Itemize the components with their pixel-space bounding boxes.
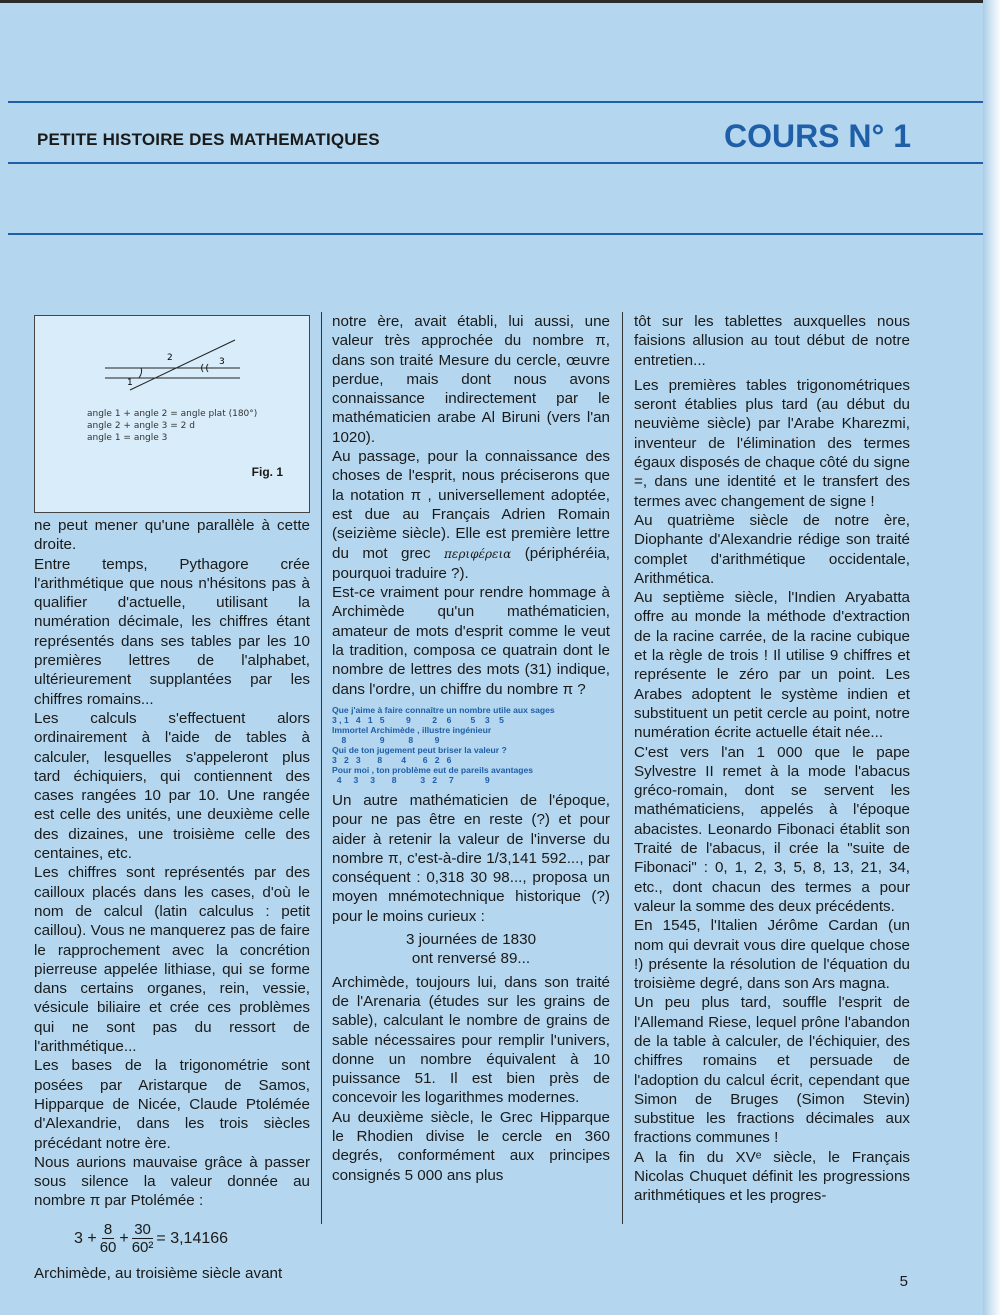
column-divider [321,312,322,1224]
angle-label-2: 2 [167,353,173,363]
paragraph: En 1545, l'Italien Jérôme Cardan (un nom qui devrait vous dire quelque chose !) présente la résolution de l'équation du troisième degré, dans son Ars magna. [634,917,910,993]
paragraph: Est-ce vraiment pour rendre hommage à Archimède qu'un mathématicien, amateur de mots d'esprit comme le veut la tradition, composa ce quatrain dont le nombre de lettres des mots (31) indique, dans l'ordre, un chiffre du nombre π ? [332,584,610,698]
paragraph: Archimède, au troisième siècle avant [34,1264,283,1282]
pi-poem [332,705,610,785]
formula-lead: 3 + [74,1229,97,1247]
caption-line: angle 1 + angle 2 = angle plat (180°) [87,409,258,419]
header-rule-bottom [8,162,983,164]
ptolemy-formula [74,1221,310,1256]
header-title: PETITE HISTOIRE DES MATHEMATIQUES [37,130,380,149]
parallel-lines-diagram [35,316,311,406]
angle-label-3: 3 [219,357,225,367]
paragraph: Les chiffres sont représentés par des cailloux placés dans les cases, d'où le nom de calcul (latin calculus : petit caillou). Vous ne manquerez pas de faire le rapprochement avec la concrétion pierreuse appelée lithiase, qui se forme dans certains organes, rein, vessie, vésicule biliaire et crée ces problèmes qui ne sont pas du ressort de l'arithmétique... [34,864,310,1056]
caption-line: angle 2 + angle 3 = 2 d [87,421,195,431]
paragraph: ne peut mener qu'une parallèle à cette droite. [34,517,310,554]
poem-line: Que j'aime à faire connaître un nombre utile aux sages [332,704,555,715]
figure-1 [34,315,310,513]
paragraph: Un autre mathématicien de l'époque, pour ne pas être en reste (?) et pour aider à retenir la valeur de l'inverse du nombre π, c'est-à-dire 1/3,141 592..., par conséquent : 0,318 30 98..., proposa un moyen mnémotechnique historique (?) pour le moins curieux : [332,791,610,925]
paragraph: C'est vers l'an 1 000 que le pape Sylvestre II remet à la mode l'abacus gréco-romain, dont se servent les mathématiciens, appelés à l'époque abacistes. Leonardo Fibonaci établit son Traité de l'abacus, il crée la "suite de Fibonaci" : 0, 1, 2, 3, 5, 8, 13, 21, 34, etc., dont chacun des termes a pour valeur la somme des deux précédents. [634,743,910,915]
paragraph: Les premières tables trigonométriques seront établies plus tard (au début du neuvième siècle) par l'Arabe Kharezmi, inventeur de l'élimination des termes égaux disposés de chaque côté du signe =, dans une identité et le transfert des termes avec changement de signe ! [634,376,910,510]
text: Au passage, pour la connaissance des choses de l'esprit, nous préciserons que la notation π , universellement adoptée, est due au Français Adrien Romain (seizième siècle). Elle est première lettre du mot grec [332,448,610,562]
text: (périphéréia, pourquoi traduire ?). [332,544,610,582]
numerator: 30 [134,1220,151,1238]
poem-line: Immortel Archimède , illustre ingénieur [332,724,492,735]
mnemonic [332,930,610,969]
formula-plus: + [119,1229,129,1247]
mnemonic-line: ont renversé 89... [411,950,531,968]
formula-result: = 3,14166 [156,1229,229,1247]
paragraph: Nous aurions mauvaise grâce à passer sous silence la valeur donnée au nombre π par Ptolémée : [34,1153,310,1210]
paragraph: A la fin du XVᵉ siècle, le Français Nicolas Chuquet définit les progressions arithmétiques et les progres- [634,1148,910,1205]
paragraph: Les calculs s'effectuent alors ordinairement à l'aide de tables à calculer, lesquelles s'appeleront plus tard échiquiers, qui contiennent des cases rangées 10 par 10. Une rangée est celle des unités, une deuxième celle des dizaines, une troisième celle des centaines, etc. [34,709,310,863]
paragraph: Un peu plus tard, souffle l'esprit de l'Allemand Riese, lequel prône l'abandon de la table à calculer, de l'échiquier, des chiffres romains et persuade de l'adoption du calcul écrit, cependant que Simon de Bruges (Simon Stevin) substitue les fractions décimales aux fractions communes ! [634,994,910,1147]
column-divider [622,312,623,1224]
paragraph: tôt sur les tablettes auxquelles nous faisions allusion au tout début de notre entretien... [634,313,910,369]
poem-digits: 8 9 8 9 [332,734,440,745]
poem-digits: 4 3 3 8 3 2 7 9 [332,774,490,785]
figure-caption [87,408,257,444]
poem-digits: 3 , 1 4 1 5 9 2 6 5 3 5 [332,714,504,725]
paragraph: Au deuxième siècle, le Grec Hipparque le Rhodien divise le cercle en 360 degrés, conformément aux principes consignés 5 000 ans plus [332,1108,610,1184]
paragraph: Archimède, toujours lui, dans son traité de l'Arenaria (études sur les grains de sable), calculant le nombre de grains de sable nécessaires pour remplir l'univers, donne un nombre équivalent à 10 puissance 51. Il est bien près de concevoir les logarithmes modernes. [332,973,610,1107]
denominator: 60² [131,1238,154,1256]
course-number: COURS N° 1 [723,118,911,154]
column-3 [634,312,910,1206]
poem-line: Pour moi , ton problème eut de pareils avantages [332,764,534,775]
fraction-2 [132,1221,154,1256]
mnemonic-line: 3 journées de 1830 [405,931,537,949]
figure-label: Fig. 1 [251,465,283,479]
poem-line: Qui de ton jugement peut briser la valeur ? [332,744,507,755]
column-2 [332,312,610,1185]
numerator: 8 [103,1220,113,1238]
fraction-1 [100,1221,117,1256]
paragraph: Au quatrième siècle de notre ère, Diophante d'Alexandrie rédige son traité complet d'arithmétique occidentale, Arithmética. [634,511,910,587]
header-rule-top [8,101,983,103]
page-number: 5 [899,1273,908,1290]
paragraph [332,447,610,583]
paragraph: Entre temps, Pythagore crée l'arithmétique que nous n'hésitons pas à qualifier d'actuelle, utilisant la numération décimale, les chiffres étant représentés dans ses tables par les 10 premières lettres de l'alphabet, ultérieurement supplantées par les chiffres romains... [34,555,310,708]
angle-label-1: 1 [127,378,133,388]
paragraph: notre ère, avait établi, lui aussi, une valeur très approchée du nombre π, dans son traité Mesure du cercle, œuvre perdue, mais dont nous avons connaissance indirectement par le mathématicien arabe Al Biruni (vers l'an 1020). [332,313,610,446]
column-1 [34,516,310,1283]
paragraph: Les bases de la trigonométrie sont posées par Aristarque de Samos, Hipparque de Nicée, Claude Ptolémée d'Alexandrie, dans les trois siècles précédant notre ère. [34,1057,310,1152]
greek-word: περιφέρεια [444,546,512,561]
section-rule [8,233,983,235]
top-border [0,0,1001,3]
caption-line: angle 1 = angle 3 [87,433,168,443]
page-edge [983,0,1001,1315]
denominator: 60 [99,1238,117,1256]
poem-digits: 3 2 3 8 4 6 2 6 [332,754,452,765]
paragraph: Au septième siècle, l'Indien Aryabatta offre au monde la méthode d'extraction de la racine carrée, de la racine cubique et la règle de trois ! Il utilise 9 chiffres et représente le zéro par un point. Les Arabes adoptent le système indien et substituent un petit cercle au point, notre numération écrite actuelle était née... [634,589,910,742]
